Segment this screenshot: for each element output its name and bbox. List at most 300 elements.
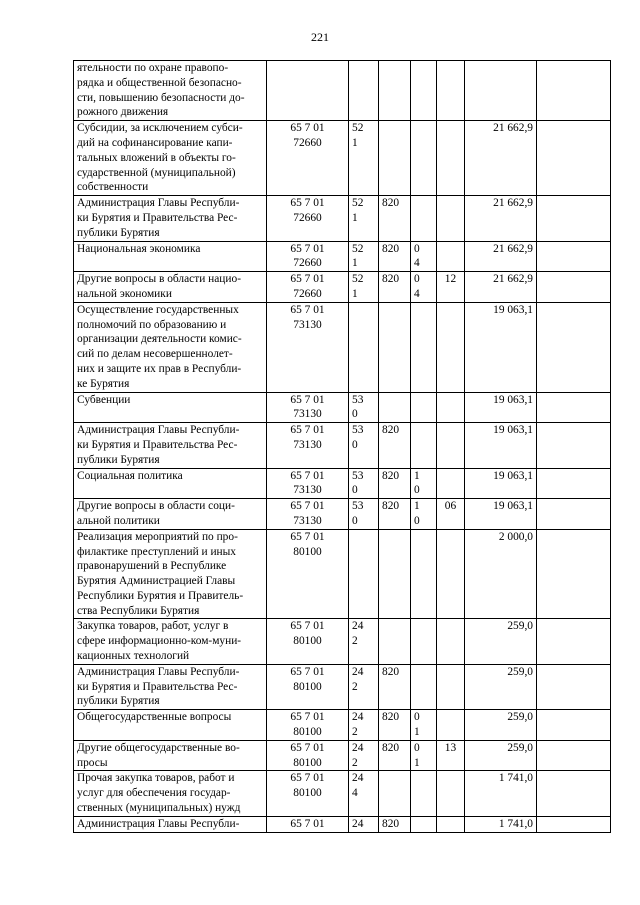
row-department: 820 bbox=[379, 499, 411, 530]
row-name-line: Субсидии, за исключением субси- bbox=[77, 122, 243, 135]
row-code bbox=[267, 272, 349, 303]
row-amount: 21 662,9 bbox=[465, 196, 537, 241]
row-name-line: Бурятия Администрацией Главы bbox=[77, 575, 236, 588]
row-code-line: 65 7 01 bbox=[290, 242, 325, 255]
row-subsection bbox=[437, 529, 465, 619]
table-row bbox=[74, 423, 611, 468]
row-name-line: публики Бурятия bbox=[77, 453, 160, 466]
table-row bbox=[74, 468, 611, 499]
row-name-line: Другие вопросы в области нацио- bbox=[77, 273, 241, 286]
row-expense-type bbox=[349, 423, 379, 468]
row-amount: 259,0 bbox=[465, 619, 537, 664]
row-code bbox=[267, 529, 349, 619]
row-code-line: 72660 bbox=[293, 211, 322, 224]
row-code-line: 65 7 01 bbox=[290, 620, 325, 633]
row-extra bbox=[537, 664, 611, 709]
row-name-line: Реализация мероприятий по про- bbox=[77, 530, 238, 543]
row-amount: 19 063,1 bbox=[465, 468, 537, 499]
row-name-line: Субвенции bbox=[77, 393, 131, 406]
row-code-line: 65 7 01 bbox=[290, 711, 325, 724]
row-name bbox=[74, 740, 267, 771]
row-section-line bbox=[414, 76, 433, 91]
row-code-line: 72660 bbox=[293, 287, 322, 300]
row-extra bbox=[537, 61, 611, 121]
row-section bbox=[411, 468, 437, 499]
row-code-line: 73130 bbox=[293, 318, 322, 331]
row-subsection bbox=[437, 816, 465, 832]
row-expense-type-line: 52 bbox=[352, 197, 364, 210]
row-extra bbox=[537, 499, 611, 530]
row-name bbox=[74, 499, 267, 530]
row-name-line: них и защите их прав в Республи- bbox=[77, 362, 242, 375]
row-expense-type bbox=[349, 302, 379, 392]
row-name-line: Осуществление государственных bbox=[77, 303, 239, 316]
row-name-line: Администрация Главы Республи- bbox=[77, 665, 240, 678]
row-expense-type bbox=[349, 710, 379, 741]
row-name-line: сфере информационно-ком-муни- bbox=[77, 635, 242, 648]
row-section-line bbox=[414, 61, 433, 76]
row-section-line bbox=[414, 786, 433, 801]
row-name-line: полномочий по образованию и bbox=[77, 318, 227, 331]
row-name-line: публики Бурятия bbox=[77, 695, 160, 708]
row-expense-type-line bbox=[352, 76, 375, 91]
row-code-line: 65 7 01 bbox=[290, 424, 325, 437]
row-extra bbox=[537, 816, 611, 832]
row-code-line: 80100 bbox=[293, 787, 322, 800]
row-name-line bbox=[77, 407, 263, 422]
row-code-line: 65 7 01 bbox=[290, 393, 325, 406]
row-department: 820 bbox=[379, 196, 411, 241]
row-section-line: 1 bbox=[414, 500, 420, 513]
row-name-line: Республики Бурятия и Правитель- bbox=[77, 589, 244, 602]
row-code-line: 73130 bbox=[293, 408, 322, 421]
row-subsection bbox=[437, 302, 465, 392]
row-section-line: 1 bbox=[414, 469, 420, 482]
row-expense-type bbox=[349, 816, 379, 832]
row-code-line: 65 7 01 bbox=[290, 273, 325, 286]
row-name bbox=[74, 196, 267, 241]
row-name-line: ства Республики Бурятия bbox=[77, 604, 200, 617]
row-name-line: правонарушений в Республике bbox=[77, 560, 227, 573]
row-section bbox=[411, 196, 437, 241]
row-name bbox=[74, 241, 267, 272]
row-name-line: сти, повышению безопасности до- bbox=[77, 91, 245, 104]
page-number: 221 bbox=[311, 30, 329, 44]
row-section-line bbox=[414, 438, 433, 453]
row-expense-type-line: 52 bbox=[352, 273, 364, 286]
row-expense-type bbox=[349, 499, 379, 530]
row-code-line: 65 7 01 bbox=[290, 197, 325, 210]
row-amount bbox=[465, 61, 537, 121]
row-code bbox=[267, 816, 349, 832]
row-name bbox=[74, 302, 267, 392]
row-amount: 21 662,9 bbox=[465, 241, 537, 272]
row-name-line bbox=[77, 725, 263, 740]
row-code bbox=[267, 61, 349, 121]
row-section-line bbox=[414, 318, 433, 333]
row-code bbox=[267, 241, 349, 272]
table-row bbox=[74, 61, 611, 121]
row-subsection bbox=[437, 423, 465, 468]
row-expense-type-line: 2 bbox=[352, 635, 358, 648]
row-name-line: сий по делам несовершеннолет- bbox=[77, 348, 233, 361]
row-expense-type-line: 52 bbox=[352, 122, 364, 135]
row-expense-type-line: 1 bbox=[352, 257, 358, 270]
row-code-line bbox=[270, 76, 345, 91]
table-row bbox=[74, 710, 611, 741]
row-code-line: 65 7 01 bbox=[290, 817, 325, 830]
budget-table bbox=[73, 60, 611, 833]
row-code-line: 80100 bbox=[293, 545, 322, 558]
row-extra bbox=[537, 468, 611, 499]
row-section-line bbox=[414, 211, 433, 226]
row-expense-type bbox=[349, 121, 379, 196]
row-code-line: 65 7 01 bbox=[290, 665, 325, 678]
row-department: 820 bbox=[379, 468, 411, 499]
row-department: 820 bbox=[379, 423, 411, 468]
row-name-line: нальной экономики bbox=[77, 287, 172, 300]
row-name-line: кационных технологий bbox=[77, 650, 190, 663]
row-section-line bbox=[414, 665, 433, 680]
row-extra bbox=[537, 302, 611, 392]
row-code-line: 65 7 01 bbox=[290, 530, 325, 543]
row-subsection: 13 bbox=[437, 740, 465, 771]
row-amount: 259,0 bbox=[465, 710, 537, 741]
row-section-line bbox=[414, 619, 433, 634]
row-expense-type-line: 0 bbox=[352, 484, 358, 497]
row-section-line bbox=[414, 303, 433, 318]
row-name-line: организации деятельности комис- bbox=[77, 333, 242, 346]
row-name bbox=[74, 423, 267, 468]
row-amount: 19 063,1 bbox=[465, 499, 537, 530]
row-expense-type-line: 53 bbox=[352, 469, 364, 482]
row-amount: 19 063,1 bbox=[465, 392, 537, 423]
row-name bbox=[74, 121, 267, 196]
row-section-line: 0 bbox=[414, 741, 420, 754]
row-expense-type bbox=[349, 468, 379, 499]
row-expense-type-line: 24 bbox=[352, 620, 364, 633]
row-expense-type-line: 24 bbox=[352, 665, 364, 678]
row-section bbox=[411, 529, 437, 619]
row-expense-type-line bbox=[352, 545, 375, 560]
table-row bbox=[74, 771, 611, 816]
row-name-line: Другие общегосударственные во- bbox=[77, 741, 240, 754]
row-name-line: Национальная экономика bbox=[77, 242, 201, 255]
row-department: 820 bbox=[379, 272, 411, 303]
row-name bbox=[74, 710, 267, 741]
row-code-line: 65 7 01 bbox=[290, 772, 325, 785]
row-section-line bbox=[414, 121, 433, 136]
row-name-line: рядка и общественной безопасно- bbox=[77, 76, 242, 89]
row-code bbox=[267, 196, 349, 241]
row-expense-type-line: 53 bbox=[352, 393, 364, 406]
row-section-line bbox=[414, 545, 433, 560]
row-name-line: филактике преступлений и иных bbox=[77, 545, 236, 558]
row-name-line bbox=[77, 483, 263, 498]
row-expense-type bbox=[349, 664, 379, 709]
row-code-line: 65 7 01 bbox=[290, 469, 325, 482]
row-section-line bbox=[414, 196, 433, 211]
row-department bbox=[379, 302, 411, 392]
table-row bbox=[74, 302, 611, 392]
row-name-line: Администрация Главы Республи- bbox=[77, 424, 240, 437]
row-code bbox=[267, 499, 349, 530]
row-section bbox=[411, 61, 437, 121]
row-name-line: ки Бурятия и Правительства Рес- bbox=[77, 438, 238, 451]
row-expense-type-line bbox=[352, 318, 375, 333]
row-department: 820 bbox=[379, 740, 411, 771]
row-name-line: услуг для обеспечения государ- bbox=[77, 787, 231, 800]
row-extra bbox=[537, 423, 611, 468]
row-expense-type-line: 24 bbox=[352, 772, 364, 785]
row-section bbox=[411, 121, 437, 196]
row-code-line: 65 7 01 bbox=[290, 303, 325, 316]
row-name-line: публики Бурятия bbox=[77, 226, 160, 239]
row-department: 820 bbox=[379, 816, 411, 832]
row-department: 820 bbox=[379, 241, 411, 272]
row-extra bbox=[537, 529, 611, 619]
row-name bbox=[74, 392, 267, 423]
row-section-line bbox=[414, 136, 433, 151]
row-code-line: 65 7 01 bbox=[290, 741, 325, 754]
row-code bbox=[267, 302, 349, 392]
row-name-line: Администрация Главы Республи- bbox=[77, 817, 240, 830]
row-expense-type-line: 2 bbox=[352, 680, 358, 693]
row-section bbox=[411, 392, 437, 423]
row-code-line: 72660 bbox=[293, 257, 322, 270]
row-expense-type bbox=[349, 272, 379, 303]
row-expense-type-line: 0 bbox=[352, 514, 358, 527]
row-section-line bbox=[414, 771, 433, 786]
row-section bbox=[411, 664, 437, 709]
row-name-line: тальных вложений в объекты го- bbox=[77, 151, 236, 164]
table-row bbox=[74, 619, 611, 664]
row-name bbox=[74, 816, 267, 832]
row-section-line bbox=[414, 634, 433, 649]
row-name-line: ке Бурятия bbox=[77, 377, 130, 390]
row-code-line: 80100 bbox=[293, 680, 322, 693]
row-expense-type-line bbox=[352, 61, 375, 76]
row-name-line: Администрация Главы Республи- bbox=[77, 197, 240, 210]
row-code-line: 80100 bbox=[293, 726, 322, 739]
table-row bbox=[74, 664, 611, 709]
row-extra bbox=[537, 241, 611, 272]
row-section-line: 0 bbox=[414, 273, 420, 286]
row-code bbox=[267, 710, 349, 741]
row-expense-type bbox=[349, 196, 379, 241]
row-subsection: 06 bbox=[437, 499, 465, 530]
row-expense-type-line: 4 bbox=[352, 787, 358, 800]
row-subsection bbox=[437, 241, 465, 272]
row-expense-type bbox=[349, 61, 379, 121]
row-extra bbox=[537, 740, 611, 771]
row-section bbox=[411, 241, 437, 272]
row-amount: 259,0 bbox=[465, 664, 537, 709]
row-section bbox=[411, 740, 437, 771]
row-section bbox=[411, 710, 437, 741]
row-section bbox=[411, 272, 437, 303]
row-name bbox=[74, 529, 267, 619]
row-department bbox=[379, 619, 411, 664]
row-name bbox=[74, 468, 267, 499]
row-expense-type-line: 24 bbox=[352, 711, 364, 724]
row-amount: 21 662,9 bbox=[465, 272, 537, 303]
row-subsection bbox=[437, 771, 465, 816]
row-extra bbox=[537, 710, 611, 741]
row-expense-type-line bbox=[352, 303, 375, 318]
row-name-line: Другие вопросы в области соци- bbox=[77, 500, 235, 513]
table-row bbox=[74, 816, 611, 832]
table-row bbox=[74, 529, 611, 619]
row-name bbox=[74, 272, 267, 303]
row-code bbox=[267, 423, 349, 468]
row-amount: 19 063,1 bbox=[465, 423, 537, 468]
row-name-line: Прочая закупка товаров, работ и bbox=[77, 772, 235, 785]
row-expense-type-line: 52 bbox=[352, 242, 364, 255]
row-expense-type-line: 24 bbox=[352, 817, 364, 830]
row-section bbox=[411, 423, 437, 468]
row-code-line: 80100 bbox=[293, 756, 322, 769]
row-expense-type bbox=[349, 241, 379, 272]
row-name-line: альной политики bbox=[77, 514, 160, 527]
row-section bbox=[411, 619, 437, 664]
row-code-line bbox=[270, 61, 345, 76]
row-section-line: 0 bbox=[414, 514, 420, 527]
row-name-line bbox=[77, 256, 263, 271]
row-expense-type bbox=[349, 619, 379, 664]
row-amount: 21 662,9 bbox=[465, 121, 537, 196]
row-code-line: 65 7 01 bbox=[290, 500, 325, 513]
table-row bbox=[74, 196, 611, 241]
row-amount: 259,0 bbox=[465, 740, 537, 771]
row-department bbox=[379, 529, 411, 619]
row-expense-type-line: 1 bbox=[352, 287, 358, 300]
row-amount: 1 741,0 bbox=[465, 771, 537, 816]
row-department bbox=[379, 392, 411, 423]
row-code bbox=[267, 664, 349, 709]
row-name-line: рожного движения bbox=[77, 106, 169, 119]
row-section-line: 0 bbox=[414, 242, 420, 255]
table-row bbox=[74, 499, 611, 530]
row-code-line: 72660 bbox=[293, 136, 322, 149]
row-code bbox=[267, 619, 349, 664]
row-subsection bbox=[437, 710, 465, 741]
row-section-line: 4 bbox=[414, 257, 420, 270]
row-subsection bbox=[437, 392, 465, 423]
row-name-line: Социальная политика bbox=[77, 469, 183, 482]
row-subsection bbox=[437, 196, 465, 241]
row-extra bbox=[537, 619, 611, 664]
row-extra bbox=[537, 272, 611, 303]
row-department: 820 bbox=[379, 710, 411, 741]
row-subsection bbox=[437, 664, 465, 709]
row-department bbox=[379, 121, 411, 196]
row-name bbox=[74, 61, 267, 121]
row-code bbox=[267, 392, 349, 423]
row-section-line bbox=[414, 393, 433, 408]
row-extra bbox=[537, 196, 611, 241]
row-expense-type bbox=[349, 771, 379, 816]
row-department bbox=[379, 771, 411, 816]
row-subsection: 12 bbox=[437, 272, 465, 303]
row-expense-type bbox=[349, 392, 379, 423]
row-expense-type-line: 24 bbox=[352, 741, 364, 754]
row-section-line: 1 bbox=[414, 756, 420, 769]
row-section-line: 0 bbox=[414, 711, 420, 724]
row-section-line bbox=[414, 680, 433, 695]
row-expense-type-line: 1 bbox=[352, 136, 358, 149]
row-department: 820 bbox=[379, 664, 411, 709]
row-name-line: дий на софинансирование капи- bbox=[77, 136, 233, 149]
table-row bbox=[74, 740, 611, 771]
row-code-line: 73130 bbox=[293, 484, 322, 497]
row-expense-type-line: 2 bbox=[352, 726, 358, 739]
row-subsection bbox=[437, 121, 465, 196]
row-name-line: ятельности по охране правопо- bbox=[77, 62, 229, 74]
row-expense-type-line: 1 bbox=[352, 211, 358, 224]
row-amount: 2 000,0 bbox=[465, 529, 537, 619]
row-code bbox=[267, 468, 349, 499]
row-section-line bbox=[414, 530, 433, 545]
row-subsection bbox=[437, 468, 465, 499]
table-body bbox=[74, 61, 611, 833]
row-name-line: сударственной (муниципальной) bbox=[77, 166, 236, 179]
row-section-line: 1 bbox=[414, 726, 420, 739]
row-name-line: Общегосударственные вопросы bbox=[77, 711, 232, 724]
row-department bbox=[379, 61, 411, 121]
row-expense-type bbox=[349, 740, 379, 771]
row-code-line: 73130 bbox=[293, 514, 322, 527]
row-expense-type bbox=[349, 529, 379, 619]
row-name bbox=[74, 619, 267, 664]
table-row bbox=[74, 272, 611, 303]
row-code bbox=[267, 771, 349, 816]
row-code-line: 65 7 01 bbox=[290, 122, 325, 135]
row-section-line bbox=[414, 817, 433, 832]
row-code bbox=[267, 740, 349, 771]
table-row bbox=[74, 121, 611, 196]
row-name-line: ки Бурятия и Правительства Рес- bbox=[77, 680, 238, 693]
row-section-line bbox=[414, 423, 433, 438]
row-expense-type-line bbox=[352, 530, 375, 545]
table-row bbox=[74, 241, 611, 272]
row-section bbox=[411, 816, 437, 832]
table-row bbox=[74, 392, 611, 423]
row-name-line: ки Бурятия и Правительства Рес- bbox=[77, 211, 238, 224]
row-section-line: 4 bbox=[414, 287, 420, 300]
row-expense-type-line: 53 bbox=[352, 424, 364, 437]
row-subsection bbox=[437, 61, 465, 121]
row-name-line: просы bbox=[77, 756, 108, 769]
row-section-line: 0 bbox=[414, 484, 420, 497]
row-expense-type-line: 0 bbox=[352, 438, 358, 451]
row-subsection bbox=[437, 619, 465, 664]
row-code-line: 80100 bbox=[293, 635, 322, 648]
row-section bbox=[411, 771, 437, 816]
row-name bbox=[74, 771, 267, 816]
row-name-line: Закупка товаров, работ, услуг в bbox=[77, 620, 229, 633]
row-code bbox=[267, 121, 349, 196]
row-name bbox=[74, 664, 267, 709]
row-expense-type-line: 53 bbox=[352, 500, 364, 513]
row-extra bbox=[537, 392, 611, 423]
row-extra bbox=[537, 771, 611, 816]
row-expense-type-line: 0 bbox=[352, 408, 358, 421]
row-name-line: собственности bbox=[77, 181, 149, 194]
row-amount: 19 063,1 bbox=[465, 302, 537, 392]
row-expense-type-line: 2 bbox=[352, 756, 358, 769]
row-name-line: ственных (муниципальных) нужд bbox=[77, 802, 241, 815]
